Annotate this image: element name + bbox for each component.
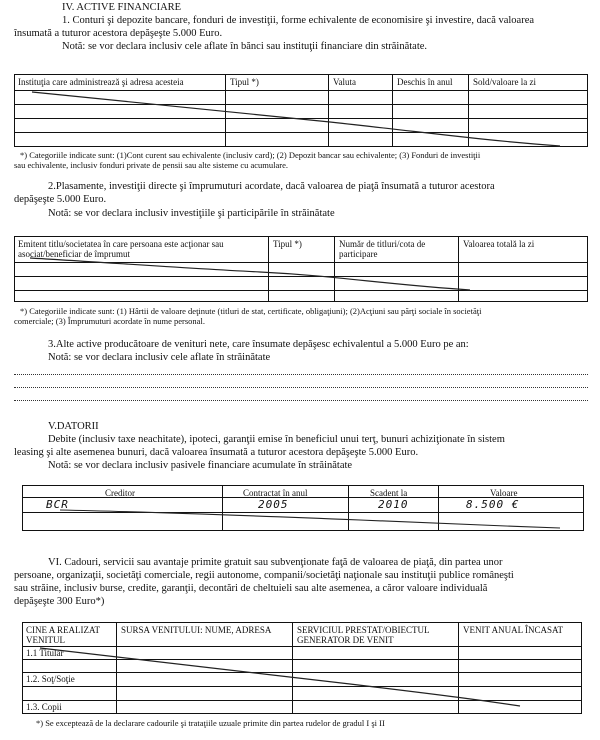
debts-header-contractat: Contractat în anul [243, 488, 308, 498]
item3-text-line1: 3.Alte active producătoare de venituri nete, care însumate depăşesc echivalentul a 5.000 Euro pe an: [48, 339, 469, 350]
debt-valoare-value: 8.500 € [466, 498, 520, 511]
cadouri-text-line2: persoane, organizaţii, societăţi comerciale, regii autonome, companii/societăţi naţionale sau instituţii publice româneşti [14, 570, 514, 581]
table2-header-numar: Număr de titluri/cota de participare [339, 239, 426, 259]
table2-header-tipul: Tipul *) [273, 239, 302, 249]
item1-text-line2: însumată a tuturor acestora depăşeşte 5.000 Euro. [14, 28, 223, 39]
gifts-header-cine: CINE A REALIZAT VENITUL [26, 625, 100, 645]
gifts-row-sot-sotie: 1.2. Soţ/Soţie [26, 674, 75, 684]
datorii-text-line2: leasing şi alte asemenea bunuri, dacă valoarea însumată a tuturor acestora depăşeşte 5.000 Euro. [14, 447, 419, 458]
item2-note: Notă: se vor declara inclusiv investiţiile şi participările în străinătate [48, 208, 335, 219]
gifts-header-sursa: SURSA VENITULUI: NUME, ADRESA [121, 625, 272, 635]
cadouri-text-line3: sau străine, inclusiv burse, credite, garanţii, decontări de cheltuieli sau alte asemenea, a căror valoare individuală [14, 583, 488, 594]
table1-header-institutie: Instituţia care administrează şi adresa acesteia [18, 77, 184, 87]
item1-text-line1: 1. Conturi şi depozite bancare, fonduri de investiţii, forme echivalente de economisire şi investire, dacă valoarea [62, 15, 535, 26]
datorii-text-line1: Debite (inclusiv taxe neachitate), ipoteci, garanţii emise în beneficiul unui terţ, bunuri achiziţionate în sistem [48, 434, 505, 445]
table1-footnote-line1: *) Categoriile indicate sunt: (1)Cont curent sau echivalente (inclusiv card); (2) Depozit bancar sau echivalente; (3) Fonduri de investiţii [20, 150, 481, 160]
table1-header-tipul: Tipul *) [230, 77, 259, 87]
cadouri-text-line1: VI. Cadouri, servicii sau avantaje primite gratuit sau subvenţionate faţă de valoarea de piaţă, din partea unor [48, 557, 503, 568]
table1-header-deschis: Deschis în anul [397, 77, 453, 87]
table2-footnote-line2: comerciale; (3) Împrumuturi acordate în nume personal. [14, 316, 205, 326]
dotted-line [14, 387, 588, 388]
gifts-row-titular: 1.1 Titular [26, 648, 64, 658]
dotted-line [14, 374, 588, 375]
dotted-line [14, 400, 588, 401]
table1-footnote-line2: sau echivalente, inclusiv fonduri private de pensii sau alte sisteme cu acumulare. [14, 160, 289, 170]
table1-header-sold: Sold/valoare la zi [473, 77, 536, 87]
debt-contractat-value: 2005 [258, 498, 289, 511]
debts-header-scadent: Scadent la [370, 488, 408, 498]
debts-header-valoare: Valoare [490, 488, 518, 498]
item2-text-line2: depăşeşte 5.000 Euro. [14, 194, 107, 205]
table1-header-valuta: Valuta [333, 77, 356, 87]
section-title-active-financiare: IV. ACTIVE FINANCIARE [62, 2, 182, 13]
table2-header-emitent: Emitent titlu/societatea în care persoana este acţionar sau asociat/beneficiar de împrumut [18, 239, 224, 259]
cadouri-text-line4: depăşeşte 300 Euro*) [14, 596, 105, 607]
datorii-note: Notă: se vor declara inclusiv pasivele financiare acumulate în străinătate [48, 460, 353, 471]
table2-header-valoare: Valoarea totală la zi [463, 239, 535, 249]
table2-footnote-line1: *) Categoriile indicate sunt: (1) Hârtii de valoare deţinute (titluri de stat, certificate, obligaţiuni); (2)Acţiuni sau părţi sociale în societăţi [20, 306, 482, 316]
item1-note: Notă: se vor declara inclusiv cele aflate în bănci sau instituţii financiare din străinătate. [62, 41, 428, 52]
gifts-row-copii: 1.3. Copii [26, 702, 62, 712]
item2-text-line1: 2.Plasamente, investiţii directe şi împrumuturi acordate, dacă valoarea de piaţă însumată a tuturor acestora [48, 181, 495, 192]
debt-scadent-value: 2010 [378, 498, 409, 511]
gifts-header-venit: VENIT ANUAL ÎNCASAT [463, 625, 563, 635]
gifts-footnote: *) Se exceptează de la declarare cadourile şi trataţiile uzuale primite din partea rudelor de gradul I şi II [36, 718, 385, 728]
item3-note: Notă: se vor declara inclusiv cele aflate în străinătate [48, 352, 271, 363]
debt-creditor-value: BCR [46, 498, 69, 511]
debts-header-creditor: Creditor [105, 488, 135, 498]
gifts-header-serviciul: SERVICIUL PRESTAT/OBIECTUL GENERATOR DE VENIT [297, 625, 430, 645]
section-title-datorii: V.DATORII [48, 421, 99, 432]
